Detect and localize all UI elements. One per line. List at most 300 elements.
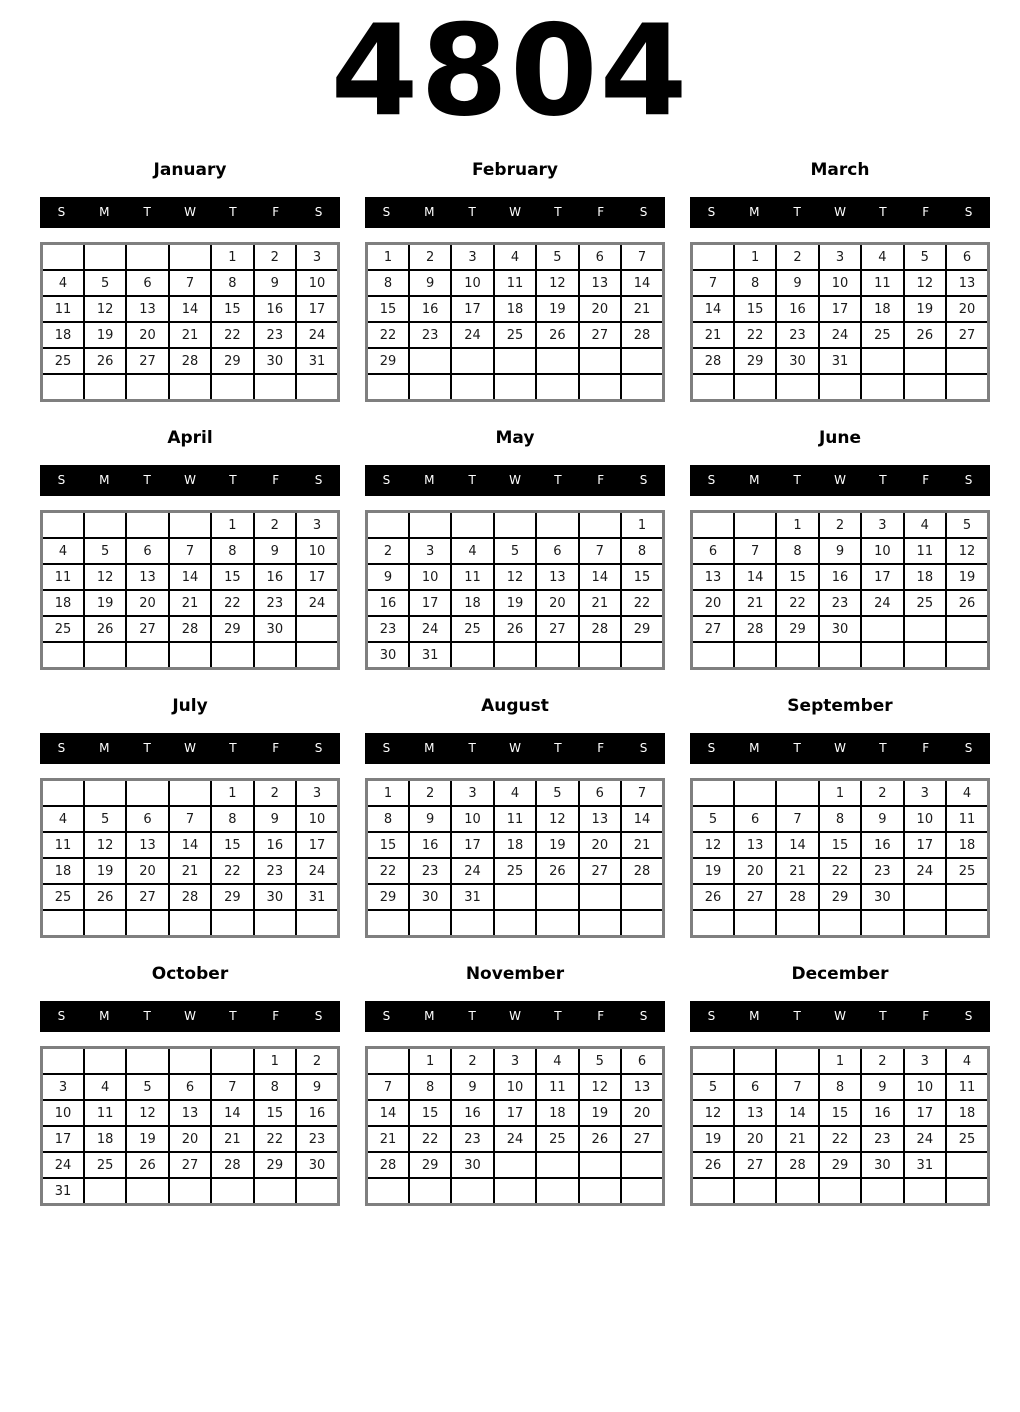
day-cell: 29	[211, 884, 253, 910]
day-cell	[536, 642, 578, 669]
day-cell: 26	[494, 616, 536, 642]
day-cell	[861, 616, 903, 642]
day-cell: 8	[776, 538, 818, 564]
day-cell: 16	[409, 832, 451, 858]
day-cell: 30	[409, 884, 451, 910]
day-cell: 30	[861, 1152, 903, 1178]
day-cell: 6	[126, 270, 168, 296]
week-row	[42, 244, 339, 271]
day-cell: 19	[84, 858, 126, 884]
day-cell: 29	[254, 1152, 296, 1178]
month-may	[365, 428, 665, 670]
week-row	[692, 270, 989, 296]
month-date-grid	[40, 242, 340, 402]
day-cell: 4	[946, 1048, 988, 1075]
day-cell	[451, 642, 493, 669]
day-cell	[296, 1178, 338, 1205]
weekday-label: F	[597, 473, 605, 487]
day-cell: 22	[734, 322, 776, 348]
month-date-grid	[690, 1046, 990, 1206]
day-cell: 21	[776, 858, 818, 884]
day-cell: 31	[819, 348, 861, 374]
day-cell: 12	[579, 1074, 621, 1100]
day-cell	[904, 910, 946, 937]
month-title: May	[495, 428, 535, 448]
day-cell: 20	[169, 1126, 211, 1152]
week-row	[692, 590, 989, 616]
weekday-label: W	[834, 473, 846, 487]
day-cell	[621, 910, 663, 937]
day-cell: 8	[819, 806, 861, 832]
week-row	[692, 296, 989, 322]
month-date-grid	[365, 510, 665, 670]
week-row	[692, 1048, 989, 1075]
day-cell: 2	[367, 538, 409, 564]
weekday-label: S	[964, 205, 973, 219]
day-cell: 27	[692, 616, 734, 642]
day-cell: 15	[819, 832, 861, 858]
day-cell: 28	[367, 1152, 409, 1178]
weekday-label: T	[879, 473, 887, 487]
day-cell: 1	[254, 1048, 296, 1075]
day-cell: 5	[579, 1048, 621, 1075]
day-cell: 11	[946, 806, 988, 832]
day-cell	[84, 244, 126, 271]
day-cell	[904, 374, 946, 401]
day-cell	[579, 374, 621, 401]
day-cell	[734, 512, 776, 539]
weekday-label: W	[184, 473, 196, 487]
day-cell: 7	[776, 1074, 818, 1100]
day-cell	[861, 910, 903, 937]
week-row	[42, 374, 339, 401]
day-cell: 24	[296, 858, 338, 884]
day-cell: 4	[42, 538, 84, 564]
day-cell: 5	[692, 806, 734, 832]
day-cell	[126, 374, 168, 401]
day-cell: 17	[42, 1126, 84, 1152]
day-cell: 23	[254, 322, 296, 348]
day-cell: 24	[904, 1126, 946, 1152]
week-row	[42, 642, 339, 669]
day-cell: 9	[409, 806, 451, 832]
month-date-grid	[690, 778, 990, 938]
day-cell	[692, 244, 734, 271]
day-cell	[579, 348, 621, 374]
day-cell	[692, 374, 734, 401]
day-cell: 5	[494, 538, 536, 564]
weekday-label: M	[749, 1009, 760, 1023]
day-cell: 27	[621, 1126, 663, 1152]
day-cell: 12	[692, 832, 734, 858]
day-cell: 4	[84, 1074, 126, 1100]
day-cell: 5	[946, 512, 988, 539]
day-cell	[451, 348, 493, 374]
day-cell: 3	[296, 244, 338, 271]
day-cell: 24	[904, 858, 946, 884]
weekday-label: T	[554, 1009, 562, 1023]
months-grid	[40, 160, 990, 1206]
day-cell: 13	[169, 1100, 211, 1126]
day-cell	[84, 1048, 126, 1075]
day-cell	[367, 1048, 409, 1075]
day-cell: 7	[169, 270, 211, 296]
weekday-label: F	[272, 741, 280, 755]
day-cell	[579, 512, 621, 539]
day-cell: 24	[861, 590, 903, 616]
day-cell	[494, 910, 536, 937]
day-cell: 27	[734, 1152, 776, 1178]
day-cell: 31	[904, 1152, 946, 1178]
weekday-header-bar	[690, 733, 990, 764]
week-row	[692, 322, 989, 348]
day-cell	[254, 910, 296, 937]
day-cell: 24	[409, 616, 451, 642]
week-row	[367, 322, 664, 348]
day-cell: 28	[169, 884, 211, 910]
weekday-label: T	[468, 473, 476, 487]
day-cell	[169, 910, 211, 937]
day-cell: 11	[904, 538, 946, 564]
day-cell: 18	[536, 1100, 578, 1126]
day-cell: 6	[536, 538, 578, 564]
weekday-label: S	[639, 473, 648, 487]
day-cell: 29	[621, 616, 663, 642]
day-cell: 16	[254, 296, 296, 322]
day-cell: 17	[296, 296, 338, 322]
day-cell: 23	[451, 1126, 493, 1152]
day-cell: 18	[42, 858, 84, 884]
weekday-header-bar	[690, 1001, 990, 1032]
day-cell: 24	[494, 1126, 536, 1152]
day-cell: 15	[776, 564, 818, 590]
day-cell: 9	[451, 1074, 493, 1100]
day-cell: 28	[211, 1152, 253, 1178]
weekday-label: M	[424, 205, 435, 219]
day-cell: 15	[621, 564, 663, 590]
day-cell: 21	[734, 590, 776, 616]
weekday-label: S	[707, 473, 716, 487]
week-row	[42, 270, 339, 296]
week-row	[367, 538, 664, 564]
day-cell: 19	[536, 832, 578, 858]
day-cell	[367, 1178, 409, 1205]
day-cell: 10	[451, 806, 493, 832]
week-row	[692, 1100, 989, 1126]
day-cell: 3	[819, 244, 861, 271]
day-cell: 22	[819, 1126, 861, 1152]
day-cell: 8	[734, 270, 776, 296]
day-cell	[621, 884, 663, 910]
week-row	[42, 322, 339, 348]
day-cell: 13	[536, 564, 578, 590]
day-cell: 23	[254, 858, 296, 884]
day-cell: 21	[579, 590, 621, 616]
day-cell: 23	[296, 1126, 338, 1152]
day-cell: 22	[367, 322, 409, 348]
day-cell	[861, 1178, 903, 1205]
week-row	[367, 1178, 664, 1205]
day-cell: 4	[536, 1048, 578, 1075]
week-row	[692, 1178, 989, 1205]
day-cell: 18	[42, 590, 84, 616]
day-cell: 16	[254, 564, 296, 590]
weekday-label: S	[57, 473, 66, 487]
day-cell	[946, 1152, 988, 1178]
day-cell: 8	[211, 270, 253, 296]
day-cell: 10	[296, 270, 338, 296]
day-cell: 19	[494, 590, 536, 616]
week-row	[692, 1074, 989, 1100]
day-cell: 3	[296, 512, 338, 539]
weekday-label: W	[509, 741, 521, 755]
week-row	[367, 244, 664, 271]
day-cell: 25	[451, 616, 493, 642]
day-cell: 28	[579, 616, 621, 642]
day-cell: 11	[861, 270, 903, 296]
day-cell: 14	[211, 1100, 253, 1126]
weekday-label: T	[143, 205, 151, 219]
day-cell: 8	[211, 538, 253, 564]
day-cell: 3	[451, 244, 493, 271]
day-cell	[84, 1178, 126, 1205]
day-cell: 21	[367, 1126, 409, 1152]
day-cell: 7	[621, 780, 663, 807]
weekday-label: T	[229, 1009, 237, 1023]
weekday-label: F	[922, 1009, 930, 1023]
week-row	[692, 832, 989, 858]
day-cell: 5	[84, 806, 126, 832]
day-cell: 15	[211, 296, 253, 322]
day-cell: 23	[254, 590, 296, 616]
day-cell	[536, 348, 578, 374]
week-row	[42, 348, 339, 374]
weekday-label: T	[143, 473, 151, 487]
day-cell: 7	[169, 806, 211, 832]
week-row	[692, 806, 989, 832]
day-cell: 2	[409, 780, 451, 807]
day-cell	[946, 884, 988, 910]
day-cell: 22	[211, 322, 253, 348]
day-cell: 1	[367, 780, 409, 807]
day-cell: 23	[409, 322, 451, 348]
day-cell: 29	[819, 884, 861, 910]
month-august	[365, 696, 665, 938]
day-cell: 4	[861, 244, 903, 271]
month-february	[365, 160, 665, 402]
day-cell: 3	[451, 780, 493, 807]
day-cell: 27	[579, 858, 621, 884]
weekday-label: S	[707, 205, 716, 219]
day-cell: 21	[169, 322, 211, 348]
day-cell: 12	[84, 296, 126, 322]
day-cell: 19	[579, 1100, 621, 1126]
day-cell	[42, 374, 84, 401]
day-cell: 20	[621, 1100, 663, 1126]
weekday-label: W	[509, 473, 521, 487]
weekday-label: T	[554, 473, 562, 487]
day-cell	[692, 1048, 734, 1075]
day-cell: 19	[84, 322, 126, 348]
day-cell: 8	[409, 1074, 451, 1100]
day-cell: 25	[861, 322, 903, 348]
day-cell	[494, 512, 536, 539]
day-cell: 31	[42, 1178, 84, 1205]
week-row	[367, 270, 664, 296]
day-cell: 1	[409, 1048, 451, 1075]
weekday-label: W	[509, 1009, 521, 1023]
day-cell: 19	[946, 564, 988, 590]
day-cell: 14	[734, 564, 776, 590]
day-cell: 6	[734, 806, 776, 832]
day-cell: 23	[409, 858, 451, 884]
day-cell: 19	[692, 1126, 734, 1152]
weekday-label: T	[879, 1009, 887, 1023]
day-cell: 4	[494, 780, 536, 807]
day-cell: 29	[819, 1152, 861, 1178]
weekday-label: T	[879, 205, 887, 219]
day-cell: 14	[776, 832, 818, 858]
day-cell: 18	[946, 832, 988, 858]
day-cell: 27	[579, 322, 621, 348]
weekday-header-bar	[365, 733, 665, 764]
weekday-label: S	[314, 205, 323, 219]
day-cell: 9	[409, 270, 451, 296]
day-cell: 25	[42, 884, 84, 910]
day-cell	[776, 1178, 818, 1205]
weekday-label: S	[314, 473, 323, 487]
day-cell: 10	[861, 538, 903, 564]
day-cell	[692, 642, 734, 669]
weekday-header-bar	[40, 1001, 340, 1032]
day-cell	[296, 910, 338, 937]
weekday-label: S	[639, 1009, 648, 1023]
day-cell	[579, 884, 621, 910]
weekday-label: T	[793, 741, 801, 755]
weekday-label: T	[143, 741, 151, 755]
day-cell	[126, 642, 168, 669]
day-cell: 22	[621, 590, 663, 616]
month-date-grid	[40, 510, 340, 670]
day-cell: 30	[861, 884, 903, 910]
month-december	[690, 964, 990, 1206]
weekday-label: M	[424, 1009, 435, 1023]
day-cell: 2	[861, 780, 903, 807]
day-cell: 13	[946, 270, 988, 296]
day-cell: 21	[621, 296, 663, 322]
day-cell: 12	[84, 564, 126, 590]
day-cell: 17	[451, 296, 493, 322]
weekday-label: F	[597, 205, 605, 219]
day-cell: 27	[536, 616, 578, 642]
weekday-label: S	[964, 741, 973, 755]
day-cell: 18	[42, 322, 84, 348]
week-row	[367, 858, 664, 884]
day-cell	[169, 374, 211, 401]
weekday-label: T	[554, 741, 562, 755]
weekday-label: F	[597, 1009, 605, 1023]
weekday-label: W	[509, 205, 521, 219]
day-cell: 6	[579, 780, 621, 807]
day-cell	[84, 910, 126, 937]
day-cell	[819, 1178, 861, 1205]
week-row	[367, 1100, 664, 1126]
day-cell: 21	[211, 1126, 253, 1152]
day-cell	[126, 512, 168, 539]
day-cell	[494, 884, 536, 910]
day-cell: 5	[692, 1074, 734, 1100]
day-cell: 27	[126, 616, 168, 642]
day-cell: 4	[946, 780, 988, 807]
day-cell: 21	[169, 858, 211, 884]
day-cell	[451, 374, 493, 401]
day-cell	[409, 910, 451, 937]
day-cell: 20	[579, 296, 621, 322]
day-cell: 11	[42, 564, 84, 590]
day-cell	[169, 1048, 211, 1075]
day-cell	[494, 642, 536, 669]
day-cell	[621, 1152, 663, 1178]
day-cell: 27	[734, 884, 776, 910]
day-cell: 16	[776, 296, 818, 322]
day-cell: 4	[904, 512, 946, 539]
weekday-label: T	[793, 1009, 801, 1023]
day-cell: 17	[296, 564, 338, 590]
week-row	[42, 910, 339, 937]
weekday-label: T	[468, 205, 476, 219]
weekday-label: T	[229, 473, 237, 487]
day-cell: 11	[494, 806, 536, 832]
day-cell	[367, 512, 409, 539]
day-cell: 29	[409, 1152, 451, 1178]
day-cell	[84, 512, 126, 539]
week-row	[42, 884, 339, 910]
day-cell: 29	[734, 348, 776, 374]
day-cell: 17	[494, 1100, 536, 1126]
day-cell: 28	[621, 858, 663, 884]
day-cell: 2	[861, 1048, 903, 1075]
month-title: September	[787, 696, 893, 716]
day-cell: 26	[946, 590, 988, 616]
week-row	[42, 1100, 339, 1126]
week-row	[692, 642, 989, 669]
day-cell: 13	[126, 296, 168, 322]
day-cell	[409, 348, 451, 374]
day-cell: 12	[126, 1100, 168, 1126]
day-cell: 6	[621, 1048, 663, 1075]
day-cell: 7	[776, 806, 818, 832]
day-cell: 14	[776, 1100, 818, 1126]
day-cell	[946, 642, 988, 669]
month-date-grid	[40, 778, 340, 938]
week-row	[42, 1126, 339, 1152]
weekday-header-bar	[690, 465, 990, 496]
day-cell	[84, 374, 126, 401]
weekday-label: W	[834, 205, 846, 219]
day-cell: 8	[211, 806, 253, 832]
weekday-label: W	[834, 741, 846, 755]
day-cell	[692, 1178, 734, 1205]
day-cell	[734, 1048, 776, 1075]
day-cell	[42, 642, 84, 669]
day-cell: 15	[254, 1100, 296, 1126]
day-cell	[451, 1178, 493, 1205]
day-cell: 2	[254, 512, 296, 539]
day-cell	[946, 374, 988, 401]
week-row	[367, 1152, 664, 1178]
day-cell: 17	[904, 1100, 946, 1126]
day-cell: 1	[211, 512, 253, 539]
